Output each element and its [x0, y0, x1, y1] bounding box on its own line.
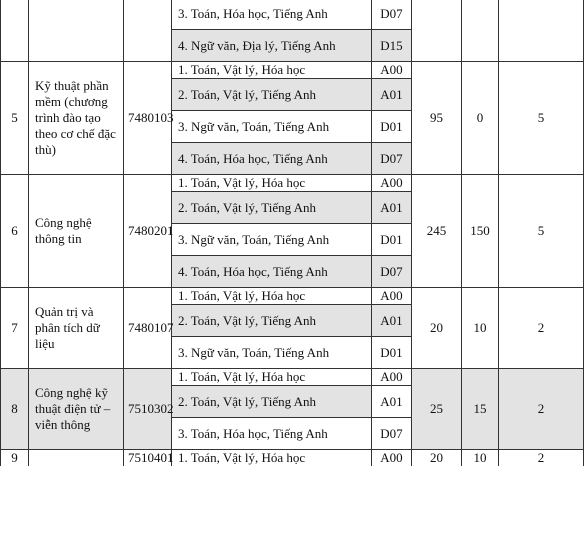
table-row: [1, 0, 584, 30]
table-row: [1, 175, 584, 192]
program-number: [1, 0, 29, 62]
quota-direct: 15: [462, 369, 499, 450]
program-name: Công nghệ thông tin: [29, 175, 124, 288]
subject-combination: 2. Toán, Vật lý, Tiếng Anh: [172, 79, 372, 111]
combination-code: A01: [372, 305, 412, 337]
combination-code: D07: [372, 0, 412, 30]
quota-total: 20: [412, 288, 462, 369]
program-code: 7480103: [124, 62, 172, 175]
subject-combination: 2. Toán, Vật lý, Tiếng Anh: [172, 386, 372, 418]
program-name: Quản trị và phân tích dữ liệu: [29, 288, 124, 369]
quota-other: 2: [499, 288, 584, 369]
program-code: 7510302: [124, 369, 172, 450]
program-number: 6: [1, 175, 29, 288]
table-row: [1, 450, 584, 467]
subject-combination: 4. Ngữ văn, Địa lý, Tiếng Anh: [172, 30, 372, 62]
combination-code: A00: [372, 369, 412, 386]
combination-code: D07: [372, 143, 412, 175]
subject-combination: 1. Toán, Vật lý, Hóa học: [172, 450, 372, 467]
combination-code: D07: [372, 256, 412, 288]
combination-code: A00: [372, 62, 412, 79]
quota-direct: 0: [462, 62, 499, 175]
subject-combination: 3. Ngữ văn, Toán, Tiếng Anh: [172, 337, 372, 369]
combination-code: A01: [372, 386, 412, 418]
subject-combination: 3. Toán, Hóa học, Tiếng Anh: [172, 418, 372, 450]
subject-combination: 1. Toán, Vật lý, Hóa học: [172, 175, 372, 192]
program-name: Công nghệ kỹ thuật điện tử – viễn thông: [29, 369, 124, 450]
table-row: [1, 369, 584, 386]
quota-total: [412, 0, 462, 62]
combination-code: A01: [372, 192, 412, 224]
combination-code: A01: [372, 79, 412, 111]
table-row: [1, 288, 584, 305]
subject-combination: 2. Toán, Vật lý, Tiếng Anh: [172, 305, 372, 337]
program-code: 7480107: [124, 288, 172, 369]
combination-code: A00: [372, 288, 412, 305]
combination-code: D15: [372, 30, 412, 62]
subject-combination: 3. Ngữ văn, Toán, Tiếng Anh: [172, 224, 372, 256]
program-code: 7480201: [124, 175, 172, 288]
program-name: [29, 0, 124, 62]
program-name: [29, 450, 124, 467]
quota-other: 5: [499, 175, 584, 288]
program-code: 7510401: [124, 450, 172, 467]
program-code: [124, 0, 172, 62]
combination-code: A00: [372, 450, 412, 467]
subject-combination: 2. Toán, Vật lý, Tiếng Anh: [172, 192, 372, 224]
subject-combination: 3. Toán, Hóa học, Tiếng Anh: [172, 0, 372, 30]
program-number: 7: [1, 288, 29, 369]
combination-code: D01: [372, 337, 412, 369]
subject-combination: 1. Toán, Vật lý, Hóa học: [172, 62, 372, 79]
quota-other: 2: [499, 450, 584, 467]
quota-direct: 150: [462, 175, 499, 288]
program-name: Kỹ thuật phần mềm (chương trình đào tạo theo cơ chế đặc thù): [29, 62, 124, 175]
quota-other: 5: [499, 62, 584, 175]
subject-combination: 1. Toán, Vật lý, Hóa học: [172, 288, 372, 305]
subject-combination: 1. Toán, Vật lý, Hóa học: [172, 369, 372, 386]
subject-combination: 4. Toán, Hóa học, Tiếng Anh: [172, 143, 372, 175]
table-row: [1, 62, 584, 79]
subject-combination: 3. Ngữ văn, Toán, Tiếng Anh: [172, 111, 372, 143]
combination-code: D07: [372, 418, 412, 450]
combination-code: D01: [372, 224, 412, 256]
quota-total: 95: [412, 62, 462, 175]
program-number: 9: [1, 450, 29, 467]
quota-total: 20: [412, 450, 462, 467]
quota-direct: [462, 0, 499, 62]
program-number: 5: [1, 62, 29, 175]
combination-code: D01: [372, 111, 412, 143]
subject-combination: 4. Toán, Hóa học, Tiếng Anh: [172, 256, 372, 288]
quota-total: 25: [412, 369, 462, 450]
quota-direct: 10: [462, 450, 499, 467]
quota-other: 2: [499, 369, 584, 450]
combination-code: A00: [372, 175, 412, 192]
quota-other: [499, 0, 584, 62]
quota-direct: 10: [462, 288, 499, 369]
quota-total: 245: [412, 175, 462, 288]
program-number: 8: [1, 369, 29, 450]
